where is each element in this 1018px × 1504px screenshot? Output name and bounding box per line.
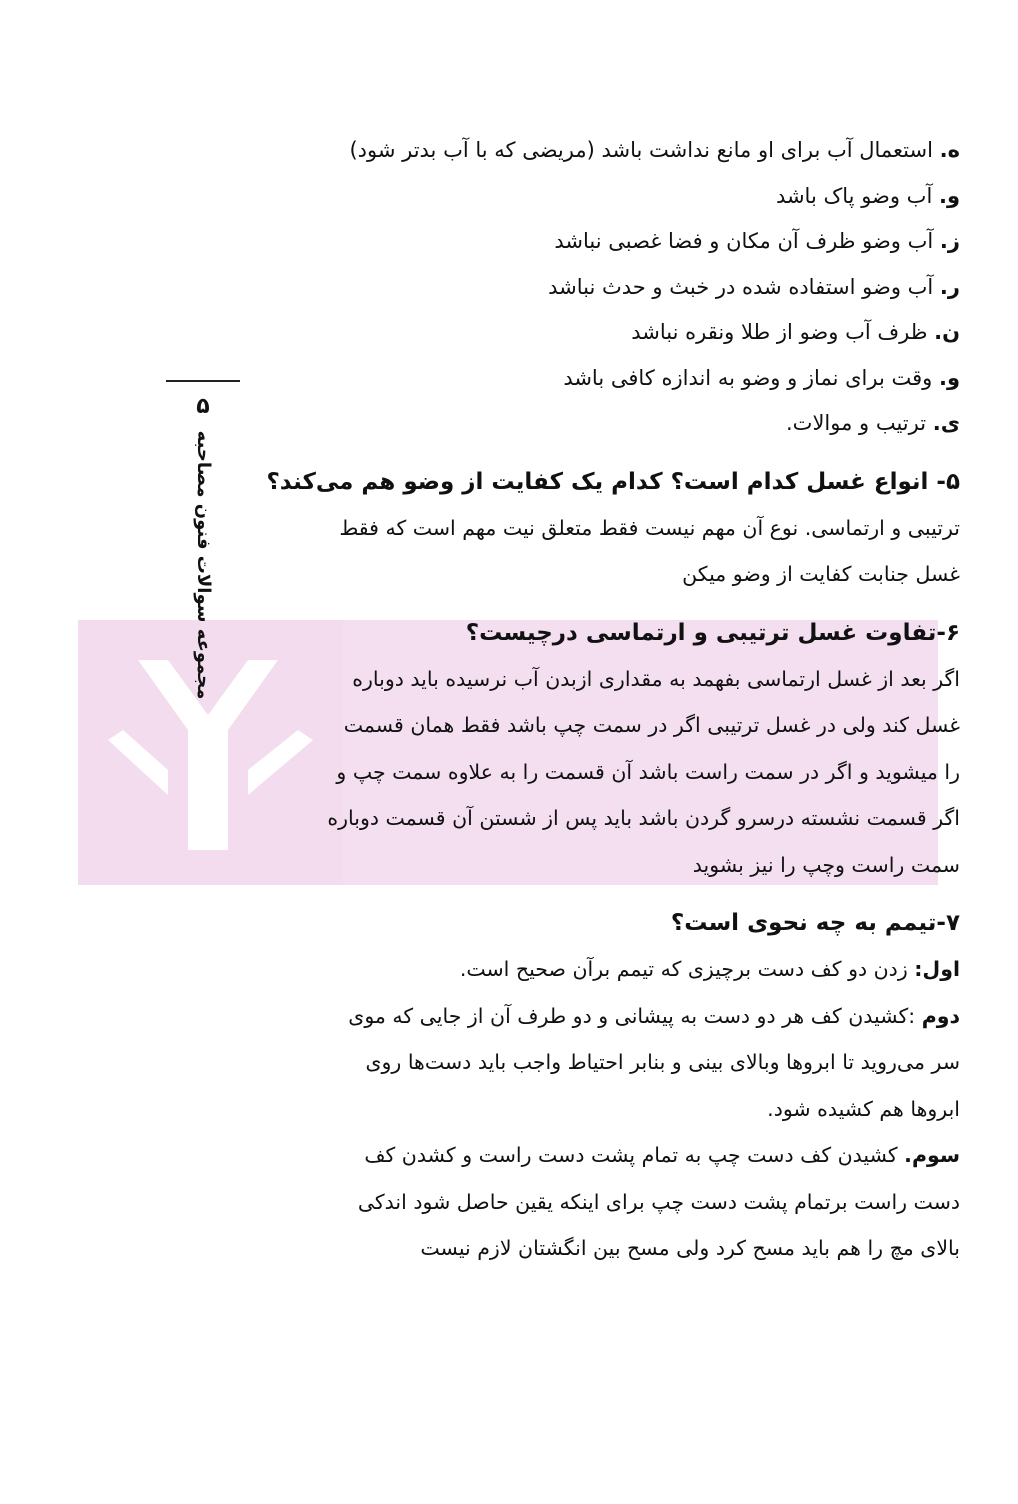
answer-line: دوم :کشیدن کف هر دو دست به پیشانی و دو طرف آن از جایی که موی: [348, 1003, 960, 1028]
question-5-title: ۵- انواع غسل کدام است؟ کدام یک کفایت از وضو هم می‌کند؟: [266, 468, 960, 495]
page-number: ۵: [196, 394, 210, 419]
answer-line: سمت راست وچپ را نیز بشوید: [692, 852, 960, 877]
list-item: ن. ظرف آب وضو از طلا ونقره نباشد: [631, 320, 960, 344]
answer-line: را میشوید و اگر در سمت راست باشد آن قسمت را به علاوه سمت چپ و: [336, 759, 960, 784]
answer-line: غسل جنابت کفایت از وضو میکن: [682, 562, 960, 586]
list-item: ر. آب وضو استفاده شده در خبث و حدث نباشد: [548, 274, 960, 299]
question-6-title: ۶-تفاوت غسل ترتیبی و ارتماسی درچیست؟: [465, 619, 960, 646]
answer-line: اول: زدن دو کف دست برچیزی که تیمم برآن صحیح است.: [459, 957, 960, 981]
question-7-answer: [265, 946, 960, 1272]
answer-line: اگر بعد از غسل ارتماسی بفهمد به مقداری ازبدن آب نرسیده باید دوباره: [352, 666, 960, 691]
answer-line: سوم. کشیدن کف دست چپ به تمام پشت دست راست و کشدن کف: [364, 1143, 960, 1167]
answer-line: ابروها هم کشیده شود.: [767, 1096, 960, 1121]
answer-line: دست راست برتمام پشت دست چپ برای اینکه یقین حاصل شود اندکی: [357, 1189, 960, 1214]
list-item: ه. استعمال آب برای او مانع نداشت باشد (مریضی که با آب بدتر شود): [349, 138, 960, 162]
list-item: و. وقت برای نماز و وضو به اندازه کافی باشد: [563, 365, 960, 390]
side-rule: [166, 380, 240, 382]
answer-line: ترتیبی و ارتماسی. نوع آن مهم نیست فقط متعلق نیت مهم است که فقط: [339, 515, 960, 540]
question-7-title: ۷-تیمم به چه نحوی است؟: [670, 910, 960, 936]
answer-line: بالای مچ را هم باید مسح کرد ولی مسح بین انگشتان لازم نیست: [420, 1236, 960, 1260]
list-item: ز. آب وضو ظرف آن مکان و فضا غصبی نباشد: [554, 229, 960, 253]
page-content: [265, 128, 960, 1272]
book-title: مجموعه سوالات فنون مصاحبه: [193, 430, 214, 700]
side-header: [160, 380, 250, 720]
list-item: و. آب وضو پاک باشد: [775, 183, 960, 208]
question-6-answer: [265, 656, 960, 889]
answer-line: غسل کند ولی در غسل ترتیبی اگر در سمت چپ باشد فقط همان قسمت: [343, 713, 960, 737]
answer-line: اگر قسمت نشسته درسرو گردن باشد باید پس از شستن آن قسمت دوباره: [327, 806, 960, 830]
answer-line: سر می‌روید تا ابروها وبالای بینی و بنابر احتیاط واجب باید دست‌ها روی: [365, 1050, 960, 1074]
list-item: ی. ترتیب و موالات.: [786, 411, 960, 435]
question-5-answer: [265, 505, 960, 598]
